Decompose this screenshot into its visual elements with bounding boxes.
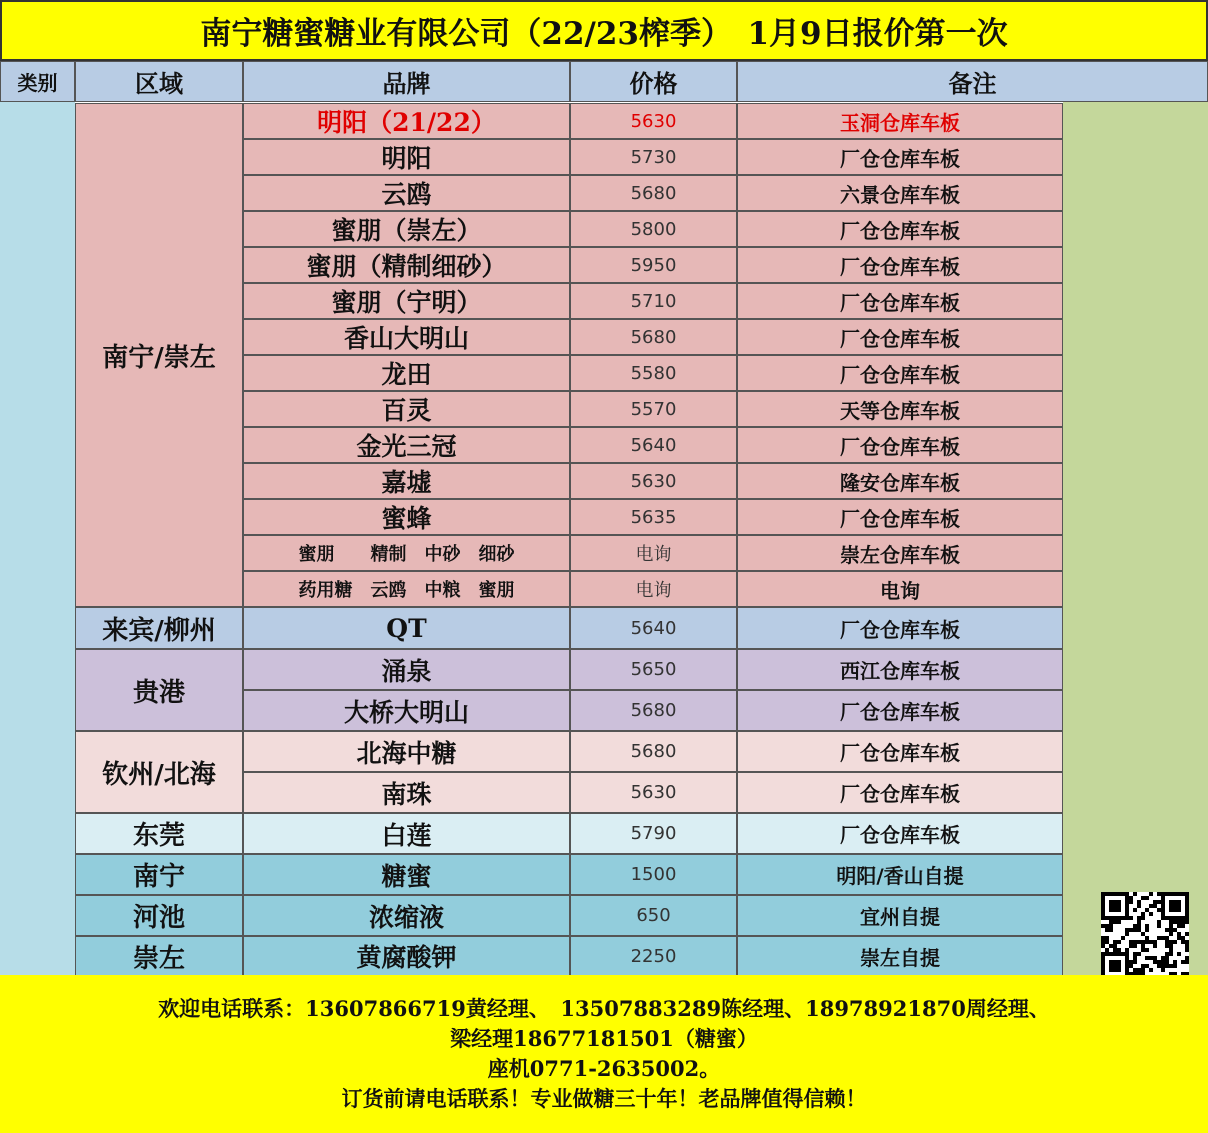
note-cell: 厂仓仓库车板 [737, 319, 1063, 355]
brand-cell: 蜜朋（崇左） [243, 211, 570, 247]
footer-line-4: 订货前请电话联系！专业做糖三十年！老品牌值得信赖！ [341, 1086, 867, 1111]
note-cell: 六景仓库车板 [737, 175, 1063, 211]
note-cell: 厂仓仓库车板 [737, 427, 1063, 463]
note-cell: 宜州自提 [737, 895, 1063, 936]
brand-cell: 蜜朋 精制 中砂 细砂 [243, 535, 570, 571]
price-cell: 650 [570, 895, 737, 936]
price-cell: 5640 [570, 607, 737, 649]
brand-cell: 嘉墟 [243, 463, 570, 499]
region-cell: 来宾/柳州 [75, 607, 243, 649]
price-cell: 5680 [570, 731, 737, 772]
price-cell: 1500 [570, 854, 737, 895]
price-cell: 5630 [570, 463, 737, 499]
footer-line-2: 梁经理18677181501（糖蜜） [450, 1026, 758, 1051]
price-cell: 5950 [570, 247, 737, 283]
brand-cell: 龙田 [243, 355, 570, 391]
footer-line-3: 座机0771-2635002。 [487, 1056, 721, 1081]
note-cell: 天等仓库车板 [737, 391, 1063, 427]
side-panel [1063, 102, 1208, 975]
price-cell: 5800 [570, 211, 737, 247]
brand-cell: 明阳（21/22） [243, 103, 570, 139]
price-cell: 电询 [570, 571, 737, 607]
brand-cell: 糖蜜 [243, 854, 570, 895]
region-cell: 东莞 [75, 813, 243, 854]
brand-cell: 药用糖 云鸥 中粮 蜜朋 [243, 571, 570, 607]
brand-cell: 明阳 [243, 139, 570, 175]
header-note: 备注 [737, 61, 1208, 102]
region-cell: 崇左 [75, 936, 243, 976]
brand-cell: QT [243, 607, 570, 649]
note-cell: 崇左仓库车板 [737, 535, 1063, 571]
brand-cell: 金光三冠 [243, 427, 570, 463]
region-cell: 河池 [75, 895, 243, 936]
header-price: 价格 [570, 61, 737, 102]
brand-cell: 蜜蜂 [243, 499, 570, 535]
note-cell: 厂仓仓库车板 [737, 499, 1063, 535]
note-cell: 厂仓仓库车板 [737, 283, 1063, 319]
note-cell: 隆安仓库车板 [737, 463, 1063, 499]
page-title: 南宁糖蜜糖业有限公司（22/23榨季） 1月9日报价第一次 [0, 0, 1208, 61]
note-cell: 厂仓仓库车板 [737, 607, 1063, 649]
region-cell: 南宁/崇左 [75, 103, 243, 607]
note-cell: 电询 [737, 571, 1063, 607]
note-cell: 厂仓仓库车板 [737, 731, 1063, 772]
price-cell: 5730 [570, 139, 737, 175]
price-cell: 电询 [570, 535, 737, 571]
header-brand: 品牌 [243, 61, 570, 102]
footer-line-1: 欢迎电话联系：13607866719黄经理、 13507883289陈经理、18978921870周经理、 [158, 996, 1050, 1021]
price-cell: 5710 [570, 283, 737, 319]
brand-cell: 百灵 [243, 391, 570, 427]
price-cell: 5630 [570, 772, 737, 813]
price-cell: 5630 [570, 103, 737, 139]
brand-cell: 黄腐酸钾 [243, 936, 570, 976]
brand-cell: 南珠 [243, 772, 570, 813]
price-cell: 5635 [570, 499, 737, 535]
note-cell: 厂仓仓库车板 [737, 247, 1063, 283]
price-cell: 5790 [570, 813, 737, 854]
price-cell: 5650 [570, 649, 737, 690]
brand-cell: 云鸥 [243, 175, 570, 211]
price-cell: 5680 [570, 319, 737, 355]
header-category: 类别 [0, 61, 75, 102]
brand-cell: 蜜朋（精制细砂） [243, 247, 570, 283]
brand-cell: 蜜朋（宁明） [243, 283, 570, 319]
header-region: 区域 [75, 61, 243, 102]
price-cell: 5680 [570, 690, 737, 731]
note-cell: 厂仓仓库车板 [737, 690, 1063, 731]
category-column [0, 102, 75, 975]
brand-cell: 北海中糖 [243, 731, 570, 772]
note-cell: 厂仓仓库车板 [737, 139, 1063, 175]
note-cell: 玉洞仓库车板 [737, 103, 1063, 139]
brand-cell: 白莲 [243, 813, 570, 854]
price-cell: 5680 [570, 175, 737, 211]
brand-cell: 浓缩液 [243, 895, 570, 936]
note-cell: 崇左自提 [737, 936, 1063, 976]
brand-cell: 香山大明山 [243, 319, 570, 355]
note-cell: 明阳/香山自提 [737, 854, 1063, 895]
qr-code-icon [1101, 892, 1189, 978]
contact-footer [0, 975, 1208, 1133]
region-cell: 贵港 [75, 649, 243, 731]
note-cell: 厂仓仓库车板 [737, 772, 1063, 813]
note-cell: 厂仓仓库车板 [737, 813, 1063, 854]
price-cell: 5570 [570, 391, 737, 427]
price-cell: 5640 [570, 427, 737, 463]
note-cell: 西江仓库车板 [737, 649, 1063, 690]
note-cell: 厂仓仓库车板 [737, 355, 1063, 391]
region-cell: 南宁 [75, 854, 243, 895]
brand-cell: 大桥大明山 [243, 690, 570, 731]
region-cell: 钦州/北海 [75, 731, 243, 813]
note-cell: 厂仓仓库车板 [737, 211, 1063, 247]
price-cell: 5580 [570, 355, 737, 391]
brand-cell: 涌泉 [243, 649, 570, 690]
price-cell: 2250 [570, 936, 737, 976]
